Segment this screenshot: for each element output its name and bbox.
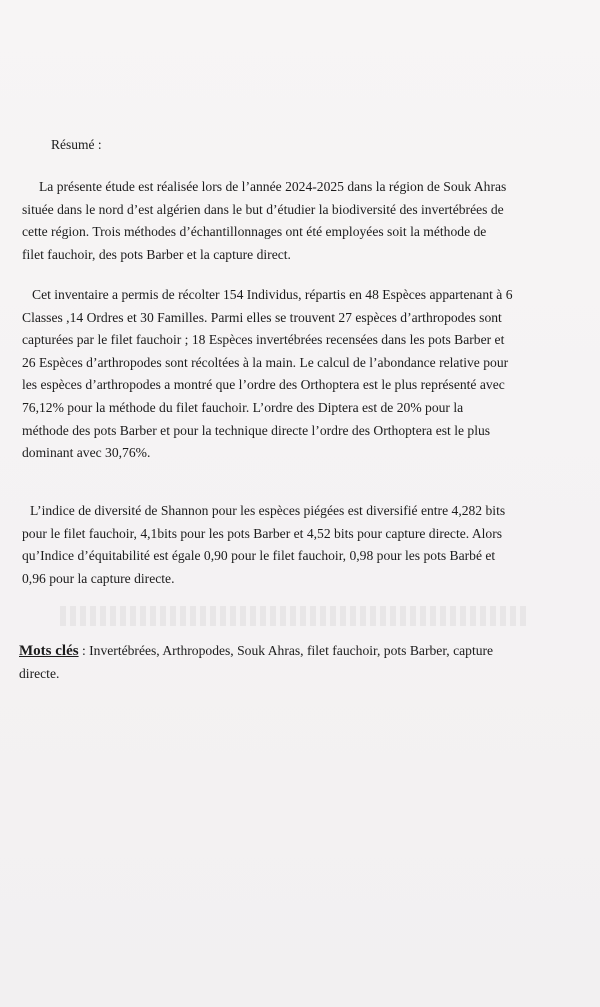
paragraph-line: 26 Espèces d’arthropodes sont récoltées à la main. Le calcul de l’abondance relative pour: [22, 354, 509, 370]
abstract-paragraph-3: [22, 500, 562, 590]
paragraph-line: filet fauchoir, des pots Barber et la capture direct.: [22, 246, 291, 262]
keywords-label: Mots clés: [19, 643, 79, 659]
paragraph-line: La présente étude est réalisée lors de l’année 2024-2025 dans la région de Souk Ahras: [39, 179, 507, 194]
abstract-heading: Résumé :: [51, 137, 102, 152]
paragraph-line: méthode des pots Barber et pour la technique directe l’ordre des Orthoptera est le plus: [22, 422, 491, 438]
paragraph-line: Cet inventaire a permis de récolter 154 Individus, répartis en 48 Espèces appartenant à 6: [32, 287, 513, 302]
keywords-text: : Invertébrées, Arthropodes, Souk Ahras, filet fauchoir, pots Barber, capture: [78, 643, 494, 658]
paragraph-line: capturées par le filet fauchoir ; 18 Espèces invertébrées recensées dans les pots Barber et: [22, 332, 505, 348]
paragraph-line: qu’Indice d’équitabilité est égale 0,90 pour le filet fauchoir, 0,98 pour les pots Barbé et: [22, 548, 496, 564]
paragraph-line: Classes ,14 Ordres et 30 Familles. Parmi elles se trouvent 27 espèces d’arthropodes sont: [22, 309, 502, 325]
paragraph-line: les espèces d’arthropodes a montré que l’ordre des Orthoptera est le plus représenté avec: [22, 377, 505, 393]
paragraph-line: cette région. Trois méthodes d’échantillonnages ont été employées soit la méthode de: [22, 224, 487, 240]
show-through-ghost-text: [60, 606, 530, 626]
keywords-text-continued: directe.: [19, 665, 60, 681]
paragraph-line: 76,12% pour la méthode du filet fauchoir. L’ordre des Diptera est de 20% pour la: [22, 399, 464, 415]
paragraph-line: 0,96 pour la capture directe.: [22, 570, 175, 586]
paragraph-line: située dans le nord d’est algérien dans le but d’étudier la biodiversité des invertébrées de: [22, 201, 504, 217]
keywords-block: [19, 640, 569, 685]
paragraph-line: L’indice de diversité de Shannon pour les espèces piégées est diversifié entre 4,282 bits: [30, 503, 506, 518]
abstract-paragraph-1: [22, 176, 562, 266]
paragraph-line: pour le filet fauchoir, 4,1bits pour les pots Barber et 4,52 bits pour capture directe. Alors: [22, 525, 503, 541]
abstract-paragraph-2: [22, 284, 562, 465]
paragraph-line: dominant avec 30,76%.: [22, 445, 151, 461]
